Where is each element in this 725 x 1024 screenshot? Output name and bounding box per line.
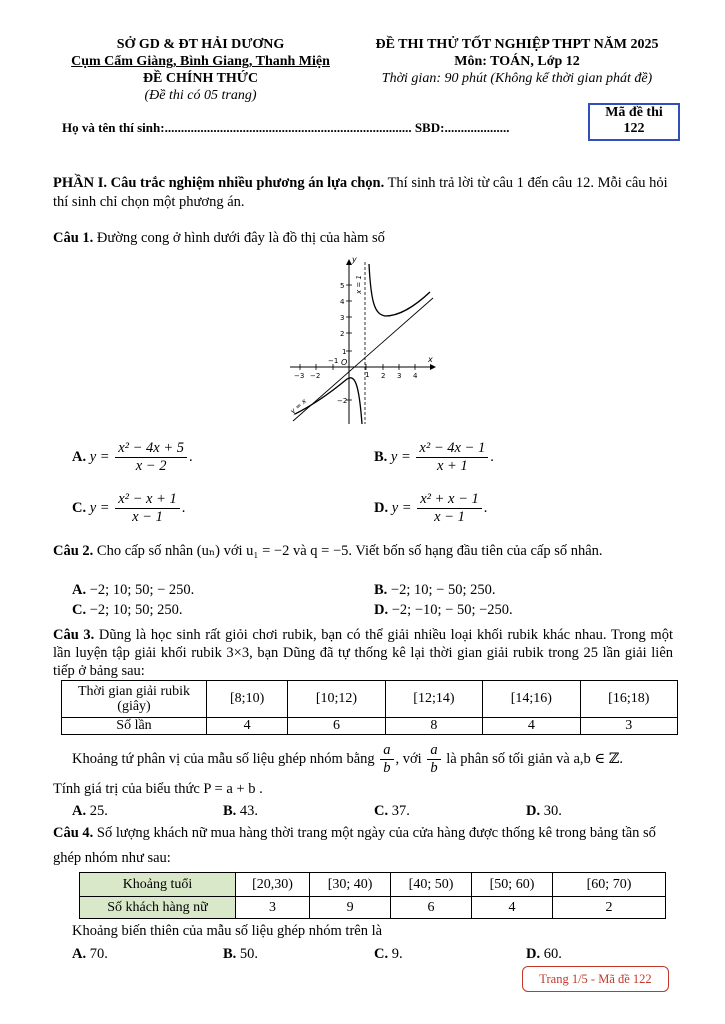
option-text: 25. bbox=[86, 803, 108, 819]
x-tick-label: −1 bbox=[328, 357, 339, 365]
x-tick-label: 2 bbox=[381, 372, 386, 380]
official-label: ĐỀ CHÍNH THỨC bbox=[142, 71, 259, 86]
q3-text-b: , với bbox=[395, 750, 426, 767]
table-cell: 3 bbox=[580, 718, 677, 735]
option-letter: B. bbox=[374, 448, 388, 465]
q3-label: Câu 3. bbox=[53, 627, 95, 643]
option-letter: D. bbox=[374, 499, 389, 516]
fraction-numerator: a bbox=[380, 742, 393, 760]
option-end: . bbox=[490, 448, 494, 465]
cluster-name: Cụm Cẩm Giàng, Bình Giang, Thanh Miện bbox=[71, 54, 330, 69]
exam-code-box bbox=[588, 103, 680, 141]
table-row-head: Khoảng tuổi bbox=[80, 873, 236, 897]
q2-option-d[interactable] bbox=[374, 602, 513, 619]
option-letter: B. bbox=[374, 582, 388, 598]
option-letter: B. bbox=[223, 803, 237, 819]
q2-stem bbox=[53, 542, 673, 561]
exam-time: Thời gian: 90 phút (Không kể thời gian phát đề) bbox=[381, 71, 653, 86]
q1-option-c[interactable] bbox=[72, 491, 185, 526]
option-lhs: y = bbox=[390, 448, 411, 465]
student-info-line: Họ và tên thí sinh:............................................................................ SBD:.................... bbox=[62, 120, 510, 135]
option-letter: C. bbox=[374, 946, 389, 962]
fraction-numerator: x² − 4x − 1 bbox=[416, 440, 488, 458]
fraction-denominator: b bbox=[430, 760, 438, 776]
option-letter: A. bbox=[72, 448, 87, 465]
exam-code-value: 122 bbox=[623, 121, 645, 136]
y-axis-label: y bbox=[352, 255, 357, 264]
y-tick-label: 5 bbox=[340, 282, 345, 290]
q4-table bbox=[79, 872, 666, 919]
q3-quartile-line bbox=[72, 742, 623, 777]
table-cell: 6 bbox=[288, 718, 385, 735]
table-cell: 4 bbox=[472, 897, 553, 919]
option-letter: D. bbox=[526, 803, 541, 819]
option-letter: D. bbox=[526, 946, 541, 962]
option-text: 9. bbox=[388, 946, 403, 962]
q2-option-b[interactable] bbox=[374, 582, 496, 599]
q2-option-c[interactable] bbox=[72, 602, 183, 619]
table-cell: 2 bbox=[553, 897, 666, 919]
q4-text: Số lượng khách nữ mua hàng thời trang một ngày của cửa hàng được thống kê trong bảng tần số ghép nhóm như sau: bbox=[53, 825, 656, 866]
y-tick-label: 3 bbox=[340, 314, 345, 322]
option-fraction bbox=[417, 491, 482, 526]
q1-graph bbox=[285, 254, 445, 426]
x-tick-label: −3 bbox=[294, 372, 305, 380]
table-cell: [16;18) bbox=[580, 681, 677, 718]
q3-text-a: Khoảng tứ phân vị của mẫu số liệu ghép nhóm bằng bbox=[72, 750, 379, 767]
q3-text-c: là phân số tối giản và a,b ∈ ℤ. bbox=[446, 750, 623, 767]
q1-text: Đường cong ở hình dưới đây là đồ thị của hàm số bbox=[93, 230, 385, 246]
option-text: −2; 10; − 50; 250. bbox=[387, 582, 496, 598]
q3-option-c[interactable] bbox=[374, 803, 410, 820]
option-letter: D. bbox=[374, 602, 389, 618]
fraction-denominator: x − 2 bbox=[135, 458, 167, 474]
table-cell: 3 bbox=[236, 897, 310, 919]
option-text: 43. bbox=[236, 803, 259, 819]
q4-option-a[interactable] bbox=[72, 946, 108, 963]
table-cell: [12;14) bbox=[385, 681, 482, 718]
exam-code-label: Mã đề thi bbox=[605, 105, 663, 120]
option-letter: C. bbox=[374, 803, 389, 819]
q4-label: Câu 4. bbox=[53, 825, 94, 841]
q2-label: Câu 2. bbox=[53, 543, 94, 559]
y-tick-label: 4 bbox=[340, 298, 345, 306]
subject: Môn: TOÁN, Lớp 12 bbox=[454, 54, 580, 69]
fraction-denominator: x − 1 bbox=[434, 509, 465, 525]
q1-label: Câu 1. bbox=[53, 230, 94, 246]
q1-option-d[interactable] bbox=[374, 491, 487, 526]
pages-note: (Đề thi có 05 trang) bbox=[144, 88, 257, 103]
q3-stem bbox=[53, 626, 673, 680]
q2-option-a[interactable] bbox=[72, 582, 194, 599]
option-lhs: y = bbox=[391, 499, 412, 516]
option-end: . bbox=[181, 499, 186, 516]
option-text: 30. bbox=[540, 803, 562, 819]
fraction-numerator: x² + x − 1 bbox=[417, 491, 482, 509]
q3-option-d[interactable] bbox=[526, 803, 562, 820]
option-end: . bbox=[189, 448, 193, 465]
option-text: 70. bbox=[86, 946, 108, 962]
x-tick-label: −2 bbox=[310, 372, 321, 380]
option-text: 50. bbox=[236, 946, 259, 962]
fraction-denominator: x + 1 bbox=[436, 458, 468, 474]
table-cell: 6 bbox=[391, 897, 472, 919]
q2-text: Cho cấp số nhân (uₙ) với u₁ = −2 và q = −5. Viết bốn số hạng đầu tiên của cấp số nhân. bbox=[93, 543, 603, 559]
table-cell: [40; 50) bbox=[391, 873, 472, 897]
part1-instructions: Thí sinh trả lời từ câu 1 đến câu 12. Mỗi câu hỏi thí sinh chỉ chọn một phương án. bbox=[53, 175, 668, 210]
option-text: 37. bbox=[388, 803, 410, 819]
option-lhs: y = bbox=[89, 499, 110, 516]
q4-stem bbox=[53, 821, 673, 871]
x-tick-label: 3 bbox=[397, 372, 402, 380]
fraction-denominator: b bbox=[383, 760, 391, 776]
page-footer: Trang 1/5 - Mã đề 122 bbox=[522, 966, 669, 992]
x-axis-label: x bbox=[428, 355, 433, 364]
option-lhs: y = bbox=[89, 448, 110, 465]
table-cell: 9 bbox=[310, 897, 391, 919]
q3-text: Dũng là học sinh rất giỏi chơi rubik, bạn có thể giải nhiều loại khối rubik khác nhau. Trong một lần luyện tập giải khối rubik 3×3, bạn Dũng đã tự thống kê lại thời gian giải rubik trong 25 lần giải liên tiếp ở bảng sau: bbox=[53, 627, 673, 679]
table-row-head: Số khách hàng nữ bbox=[80, 897, 236, 919]
fraction-ab bbox=[427, 742, 440, 777]
q1-stem bbox=[53, 229, 385, 248]
dept-name: SỞ GD & ĐT HẢI DƯƠNG bbox=[116, 37, 285, 52]
table-cell: [10;12) bbox=[288, 681, 385, 718]
option-end: . bbox=[483, 499, 488, 516]
table-cell: 4 bbox=[483, 718, 580, 735]
table-cell: [60; 70) bbox=[553, 873, 666, 897]
option-letter: A. bbox=[72, 582, 87, 598]
table-row-head: Thời gian giải rubik (giây) bbox=[62, 681, 207, 718]
option-letter: A. bbox=[72, 946, 87, 962]
option-fraction bbox=[416, 440, 488, 475]
header-left bbox=[48, 36, 353, 104]
y-tick-label: −2 bbox=[337, 397, 348, 405]
option-letter: C. bbox=[72, 499, 87, 516]
fraction-numerator: x² − 4x + 5 bbox=[115, 440, 187, 458]
q4-option-c[interactable] bbox=[374, 946, 403, 963]
option-letter: A. bbox=[72, 803, 87, 819]
option-text: −2; 10; 50; − 250. bbox=[86, 582, 195, 598]
q1-option-b[interactable] bbox=[374, 440, 494, 475]
part1-title: PHẦN I. Câu trắc nghiệm nhiều phương án lựa chọn. bbox=[53, 175, 385, 191]
fraction-ab bbox=[380, 742, 393, 777]
q1-option-a[interactable] bbox=[72, 440, 193, 475]
q3-expression: Tính giá trị của biểu thức P = a + b . bbox=[53, 781, 263, 797]
q3-table bbox=[61, 680, 678, 735]
q3-option-a[interactable] bbox=[72, 803, 108, 820]
fraction-numerator: x² − x + 1 bbox=[115, 491, 180, 509]
option-fraction bbox=[115, 440, 187, 475]
y-tick-label: 1 bbox=[342, 348, 347, 356]
asymptote-x-label: x = 1 bbox=[355, 275, 363, 294]
exam-title: ĐỀ THI THỬ TỐT NGHIỆP THPT NĂM 2025 bbox=[375, 37, 659, 52]
q3-option-b[interactable] bbox=[223, 803, 258, 820]
x-tick-label: 1 bbox=[365, 371, 370, 379]
asymptote-yx-label: y = x bbox=[288, 397, 309, 416]
table-cell: 4 bbox=[207, 718, 288, 735]
header-right bbox=[352, 36, 682, 87]
table-cell: [14;16) bbox=[483, 681, 580, 718]
table-cell: 8 bbox=[385, 718, 482, 735]
q4-option-b[interactable] bbox=[223, 946, 258, 963]
option-text: −2; 10; 50; 250. bbox=[86, 602, 183, 618]
option-letter: C. bbox=[72, 602, 87, 618]
part1-intro bbox=[53, 174, 673, 212]
fraction-numerator: a bbox=[427, 742, 440, 760]
table-cell: [20,30) bbox=[236, 873, 310, 897]
option-text: −2; −10; − 50; −250. bbox=[388, 602, 513, 618]
option-fraction bbox=[115, 491, 180, 526]
q4-option-d[interactable] bbox=[526, 946, 562, 963]
table-cell: [30; 40) bbox=[310, 873, 391, 897]
origin-label: O bbox=[341, 358, 348, 367]
x-tick-label: 4 bbox=[413, 372, 418, 380]
q4-question: Khoảng biến thiên của mẫu số liệu ghép nhóm trên là bbox=[72, 923, 383, 939]
table-row-head: Số lần bbox=[62, 718, 207, 735]
option-letter: B. bbox=[223, 946, 237, 962]
table-cell: [50; 60) bbox=[472, 873, 553, 897]
table-cell: [8;10) bbox=[207, 681, 288, 718]
fraction-denominator: x − 1 bbox=[132, 509, 163, 525]
y-tick-label: 2 bbox=[340, 330, 345, 338]
option-text: 60. bbox=[540, 946, 562, 962]
